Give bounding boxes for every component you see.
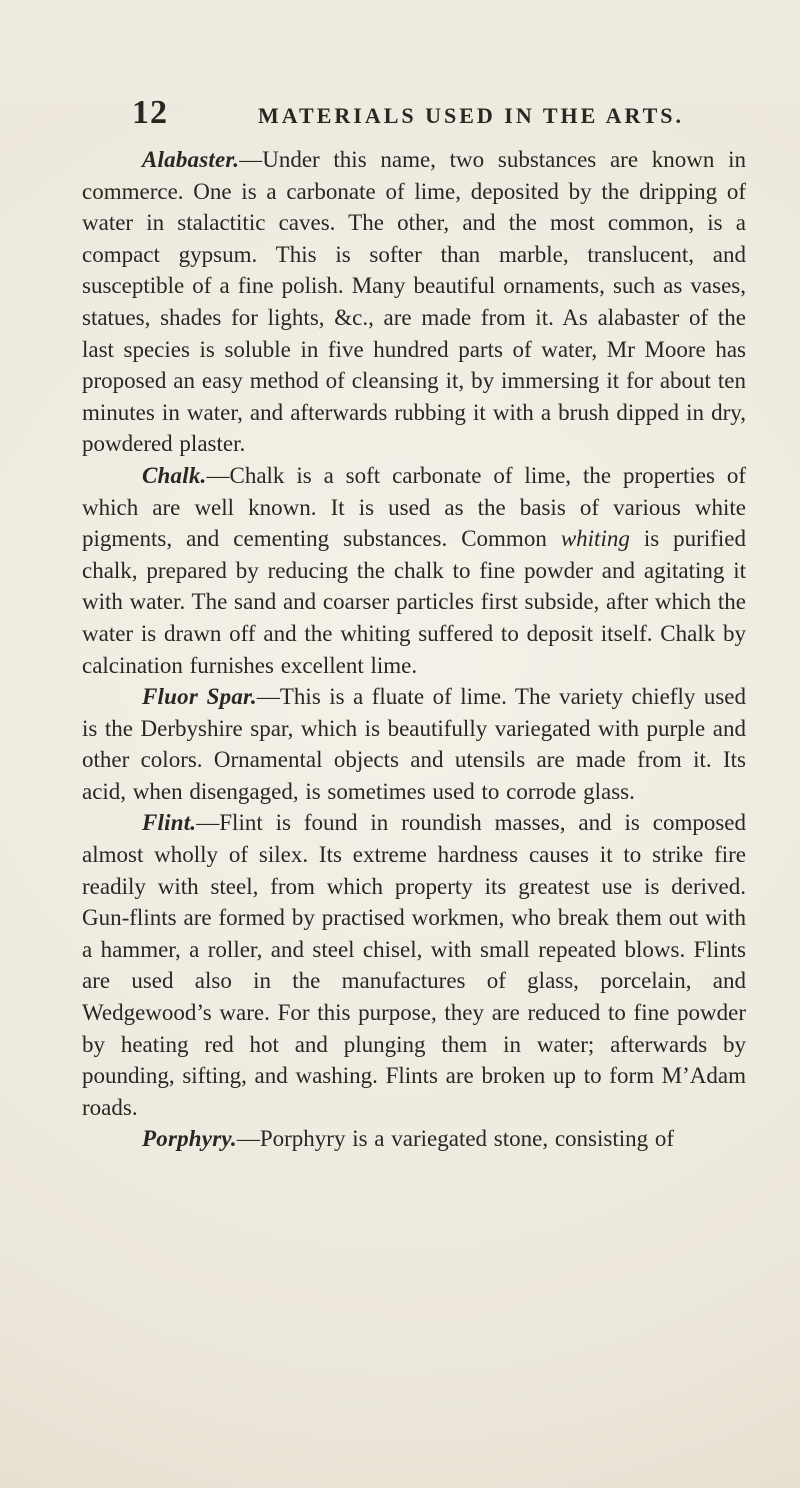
paragraph-title: Chalk. <box>142 462 207 488</box>
paragraph-text: —Porphyry is a variegated stone, consisting of <box>236 1126 675 1152</box>
book-page <box>0 94 800 1488</box>
running-title: MATERIALS USED IN THE ARTS. <box>258 103 685 128</box>
running-header <box>82 94 746 132</box>
page-number: 12 <box>132 94 168 131</box>
paragraph-text: —Under this name, two substances are known in commerce. One is a carbonate of lime, deposited by the dripping of water in stalactitic caves. The other, and the most common, is a compact gypsum. This is softer than marble, translucent, and susceptible of a fine polish. Many beautiful ornaments, such as vases, statues, shades for lights, &c., are made from it. As alabaster of the last species is soluble in five hundred parts of water, Mr Moore has proposed an easy method of cleansing it, by immersing it for about ten minutes in water, and afterwards rubbing it with a brush dipped in dry, powdered plaster. <box>82 147 746 457</box>
paragraph-title: Flint. <box>142 810 197 836</box>
paragraph-title: Porphyry. <box>142 1126 237 1152</box>
paragraph-text: —Chalk is a soft carbonate of lime, the properties of which are well known. It is used as the basis of various white pigments, and cementing substances. Common <box>82 462 746 552</box>
paragraph-porphyry <box>82 1123 746 1155</box>
paragraph-flint <box>82 807 746 1123</box>
paragraph-title: Fluor Spar. <box>142 684 257 710</box>
paragraph-chalk <box>82 460 746 681</box>
body-text <box>82 144 746 1155</box>
paragraph-text: —This is a fluate of lime. The variety chiefly used is the Derbyshire spar, which is beautifully variegated with purple and other colors. Ornamental objects and utensils are made from it. Its acid, when disengaged, is sometimes used to corrode glass. <box>82 684 746 804</box>
paragraph-fluor-spar <box>82 681 746 807</box>
paragraph-text-continued: is purified chalk, prepared by reducing the chalk to fine powder and agitating it with water. The sand and coarser particles first subside, after which the water is drawn off and the whiting suffered to deposit itself. Chalk by calcination furnishes excellent lime. <box>82 526 746 678</box>
paragraph-title: Alabaster. <box>142 147 240 172</box>
italic-term: whiting <box>560 526 630 552</box>
paragraph-alabaster <box>82 144 746 460</box>
paragraph-text: —Flint is found in roundish masses, and is composed almost wholly of silex. Its extreme hardness causes it to strike fire readily with steel, from which property its greatest use is derived. Gun-flints are formed by practised workmen, who break them out with a hammer, a roller, and steel chisel, with small repeated blows. Flints are used also in the manufactures of glass, porcelain, and Wedgewood’s ware. For this purpose, they are reduced to fine powder by heating red hot and plunging them in water; afterwards by pounding, sifting, and washing. Flints are broken up to form M’Adam roads. <box>82 810 746 1120</box>
